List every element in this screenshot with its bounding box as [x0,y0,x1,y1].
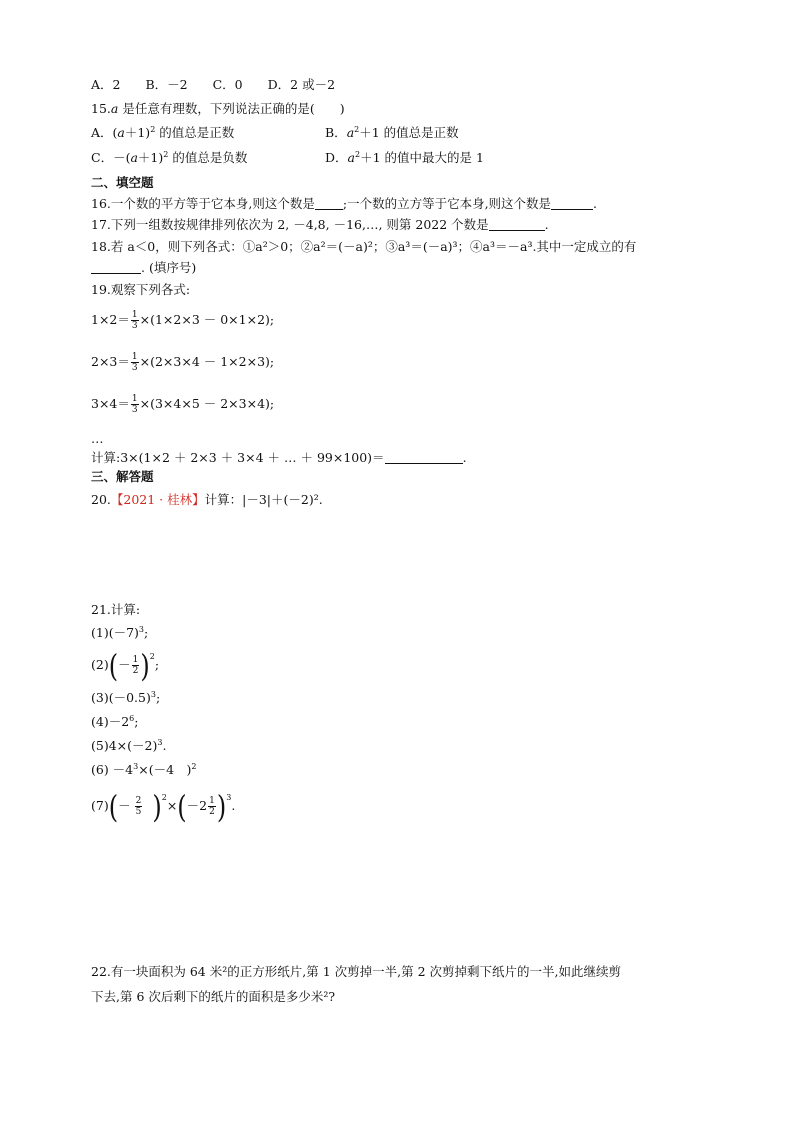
q21-p4-exp: 6 [129,714,135,723]
q21-p7-end: . [231,798,236,813]
q15-b-var: a [346,125,355,140]
q21-p7-num: 2 [135,796,142,806]
q21-p7-lparen-2: ( [177,788,187,825]
q21-p7-num2: 1 [209,796,215,806]
q15-a-exp: 2 [150,125,156,134]
q19-f2-right: ×(2×3×4 － 1×2×3); [139,354,275,369]
q15-c-post: ＋1) [137,150,164,165]
q21-p2-den: 2 [132,666,139,676]
q18-line2-text: . (填序号) [141,260,197,275]
q21-p2-minus: － [118,657,131,672]
q21-p7-lparen-1: ( [108,788,119,825]
q20-number: 20. [91,492,111,507]
q21-part-2 [91,647,160,684]
q19-f1-den: 3 [131,321,138,331]
q19-calc-text: 计算:3×(1×2 ＋ 2×3 ＋ 3×4 ＋ … ＋ 99×100)＝ [91,450,385,465]
q21-p7-den: 5 [135,807,142,817]
q21-p7-fraction-2 [208,796,216,817]
q21-p7-pre: (7) [91,798,109,813]
q21-p6-text: (6) －4 [91,762,134,777]
q19-f1-right: ×(1×2×3 － 0×1×2); [139,312,275,327]
q21-title: 21.计算: [91,602,141,617]
q17-part1: 17.下列一组数按规律排列依次为 2, －4,8, －16,…, 则第 2022 个数是 [91,217,489,232]
q18-blank[interactable] [91,261,141,274]
q21-part-6 [91,761,197,779]
q19-formula-2 [91,352,274,373]
q15-option-a [91,124,234,142]
q21-p2-exp: 2 [149,652,155,661]
q21-p3-exp: 3 [150,690,156,699]
q21-p7-rparen-1: ) [152,788,162,825]
q20-source-tag: 【2021 · 桂林】 [110,492,205,507]
q15-a-var: a [117,125,125,140]
q15-option-c [91,149,247,167]
q19-f3-left: 3×4＝ [91,396,130,411]
q15-d-pre: D． [325,150,348,165]
q19-f2-den: 3 [131,363,138,373]
q19-f3-right: ×(3×4×5 － 2×3×4); [139,396,275,411]
q17 [91,216,549,234]
q21-p6-exp2: 2 [191,762,197,771]
q21-p7-den2: 2 [209,807,215,817]
q21-p2-fraction [132,655,140,676]
q21-p1-text: (1)(－7) [91,625,139,640]
q15-var: a [110,101,119,116]
q21-p7-minus: － [118,798,131,813]
q21-part-1 [91,624,148,642]
q19-f3-num: 1 [131,394,138,404]
q21-p2-num: 1 [132,655,139,665]
q17-blank[interactable] [489,218,545,231]
q21-p1-exp: 3 [138,625,145,634]
q21-p6-mid: ×(－4 ) [138,762,192,777]
q21-p2-pre: (2) [91,657,109,672]
q19-f1-left: 1×2＝ [91,312,130,327]
q20-text: 计算：|－3|＋(－2)². [204,492,323,507]
q21-p2-end: ; [154,657,160,672]
q16-part2: ;一个数的立方等于它本身,则这个数是 [342,196,552,211]
q14-options: A．2 B．－2 C．0 D．2 或－2 [91,77,336,92]
q19-blank[interactable] [385,451,463,464]
q15-stem [91,100,345,118]
q20 [91,491,323,509]
q21-p5-end: . [162,738,167,753]
q21-p7-exp2: 3 [226,793,232,802]
q21-p3-text: (3)(－0.5) [91,690,151,705]
q21-part-3 [91,689,160,707]
q15-b-exp: 2 [354,125,360,134]
q21-part-5 [91,737,166,755]
q21-p4-text: (4)－2 [91,714,130,729]
q22-line2: 下去,第 6 次后剩下的纸片的面积是多少米²? [91,989,336,1004]
q16 [91,195,597,213]
q21-p7-fraction-1 [135,796,143,817]
q19-f3-den: 3 [131,405,138,415]
q19-formula-3 [91,394,274,415]
q19-formula-1 [91,310,274,331]
q18-line2 [91,259,196,277]
q21-p6-exp: 3 [133,762,139,771]
q15-b-tail: ＋1 的值总是正数 [359,125,459,140]
q19-title: 19.观察下列各式: [91,282,191,297]
q21-p2-lparen: ( [108,647,119,684]
q15-d-var: a [347,150,355,165]
q21-p3-end: ; [155,690,161,705]
q19-f2-fraction [131,352,139,373]
q21-p5-text: (5)4×(－2) [91,738,158,753]
q19-ellipsis: … [91,431,104,446]
q15-option-b [325,124,459,142]
q15-a-post: ＋1) [124,125,151,140]
q19-f1-fraction [131,310,139,331]
q17-part2: . [544,217,549,232]
q16-part3: . [593,196,598,211]
q15-c-pre: C．－( [91,150,131,165]
q21-p7-rparen-2: ) [216,788,227,825]
q15-stem-text: 是任意有理数，下列说法正确的是( ) [118,101,345,116]
q21-p7-exp: 2 [161,793,167,802]
q15-d-tail: ＋1 的值中最大的是 1 [360,150,484,165]
q21-p2-rparen: ) [140,647,150,684]
q19-f3-fraction [131,394,139,415]
q15-a-tail: 的值总是正数 [155,125,235,140]
q15-c-tail: 的值总是负数 [168,150,248,165]
q16-part1: 16.一个数的平方等于它本身,则这个数是 [91,196,315,211]
q18-line1: 18.若 a＜0，则下列各式：①a²＞0；②a²＝(－a)²；③a³＝(－a)³；④a³＝－a³.其中一定成立的有 [91,239,637,254]
q15-b-pre: B． [325,125,347,140]
q15-c-var: a [130,150,138,165]
q15-option-d [325,149,484,167]
q19-calc-end: . [462,450,467,465]
q21-p5-exp: 3 [157,738,163,747]
q19-f1-num: 1 [131,310,138,320]
q16-blank-2[interactable] [551,197,593,210]
q19-f2-num: 1 [131,352,138,362]
q19-calc [91,449,467,467]
q21-p7-times: × [166,798,178,813]
q15-c-exp: 2 [163,150,169,159]
q21-p4-end: ; [134,714,139,729]
section-solve-heading: 三、解答题 [91,469,154,484]
q21-part-7 [91,788,236,825]
q16-blank-1[interactable] [315,197,343,210]
q21-part-4 [91,713,138,731]
q21-p7-minus2: －2 [186,798,208,813]
q22-line1: 22.有一块面积为 64 米²的正方形纸片,第 1 次剪掉一半,第 2 次剪掉剩下纸片的一半,如此继续剪 [91,964,621,979]
q19-f2-left: 2×3＝ [91,354,130,369]
q15-a-pre: A．( [91,125,118,140]
section-fill-in-heading: 二、填空题 [91,175,154,190]
q21-p1-end: ; [144,625,149,640]
q15-d-exp: 2 [354,150,361,159]
q15-number: 15. [91,101,111,116]
